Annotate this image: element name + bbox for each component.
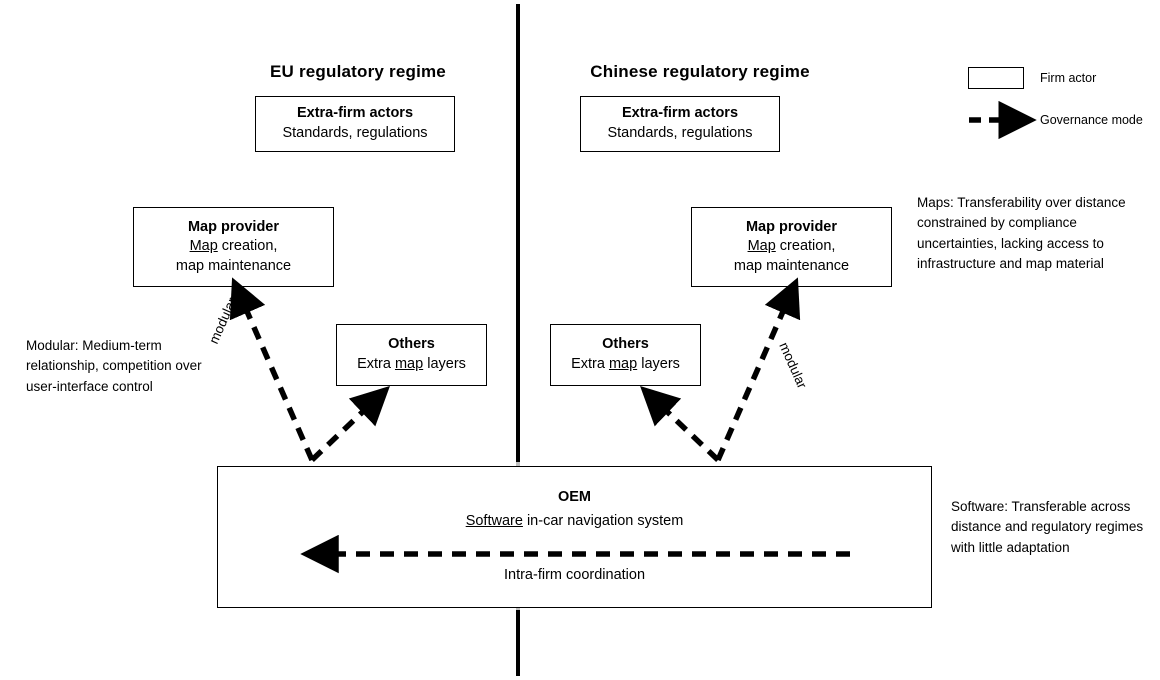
legend-firm-actor-swatch (968, 67, 1024, 89)
china-extra-firm-actors-box (580, 96, 780, 152)
eu-map-provider-line2: map maintenance (175, 257, 292, 274)
legend-governance-mode-label: Governance mode (1040, 113, 1143, 127)
china-map-provider-line1-underlined: Map (747, 238, 776, 255)
china-others-title: Others (602, 336, 649, 353)
eu-others-post: layers (423, 356, 466, 372)
china-others-underlined: map (608, 356, 638, 372)
china-regime-title: Chinese regulatory regime (590, 62, 810, 81)
eu-regime-title: EU regulatory regime (270, 62, 446, 81)
legend-firm-actor (968, 66, 1158, 90)
china-map-provider-line1 (748, 237, 836, 257)
note-right-software: Software: Transferable across distance and regulatory regimes with little adaptation (951, 499, 1144, 555)
eu-map-provider-box (133, 207, 334, 287)
china-others-pre: Extra (571, 356, 609, 372)
oem-subtitle (218, 513, 931, 529)
intra-firm-coordination-arrow (300, 540, 860, 570)
eu-others-pre: Extra (357, 356, 395, 372)
china-map-provider-box (691, 207, 892, 287)
note-left-modular: Modular: Medium-term relationship, competition over user-interface control (26, 338, 202, 394)
legend-firm-actor-label: Firm actor (1040, 71, 1097, 85)
china-modular-label: modular (776, 340, 810, 391)
eu-others-underlined: map (394, 356, 424, 372)
eu-modular-label: modular (206, 295, 240, 347)
oem-intra-firm-label: Intra-firm coordination (503, 567, 646, 583)
eu-extra-firm-actors-subtitle: Standards, regulations (282, 125, 428, 141)
eu-extra-firm-actors-box (255, 96, 455, 152)
oem-box (217, 466, 932, 608)
legend-governance-mode (968, 108, 1158, 132)
china-extra-firm-actors-title: Extra-firm actors (621, 105, 739, 122)
eu-map-provider-line1-underlined: Map (189, 238, 218, 255)
note-right-maps: Maps: Transferability over distance constrained by compliance uncertainties, lacking access to infrastructure and map material (917, 195, 1126, 271)
china-others-post: layers (637, 356, 680, 372)
china-governance-arrows (650, 285, 850, 475)
eu-extra-firm-actors-title: Extra-firm actors (296, 105, 414, 122)
oem-title: OEM (557, 489, 592, 505)
china-map-provider-line2: map maintenance (733, 257, 850, 274)
eu-map-provider-line1 (190, 237, 278, 257)
eu-map-provider-title: Map provider (187, 218, 280, 235)
china-map-provider-line1-rest: creation, (775, 238, 836, 255)
oem-subtitle-rest: in-car navigation system (522, 513, 684, 529)
eu-others-title: Others (388, 336, 435, 353)
china-map-provider-title: Map provider (745, 218, 838, 235)
eu-map-provider-line1-rest: creation, (217, 238, 278, 255)
china-extra-firm-actors-subtitle: Standards, regulations (607, 125, 753, 141)
legend-governance-mode-swatch (968, 109, 1024, 131)
oem-subtitle-underlined: Software (465, 513, 523, 529)
